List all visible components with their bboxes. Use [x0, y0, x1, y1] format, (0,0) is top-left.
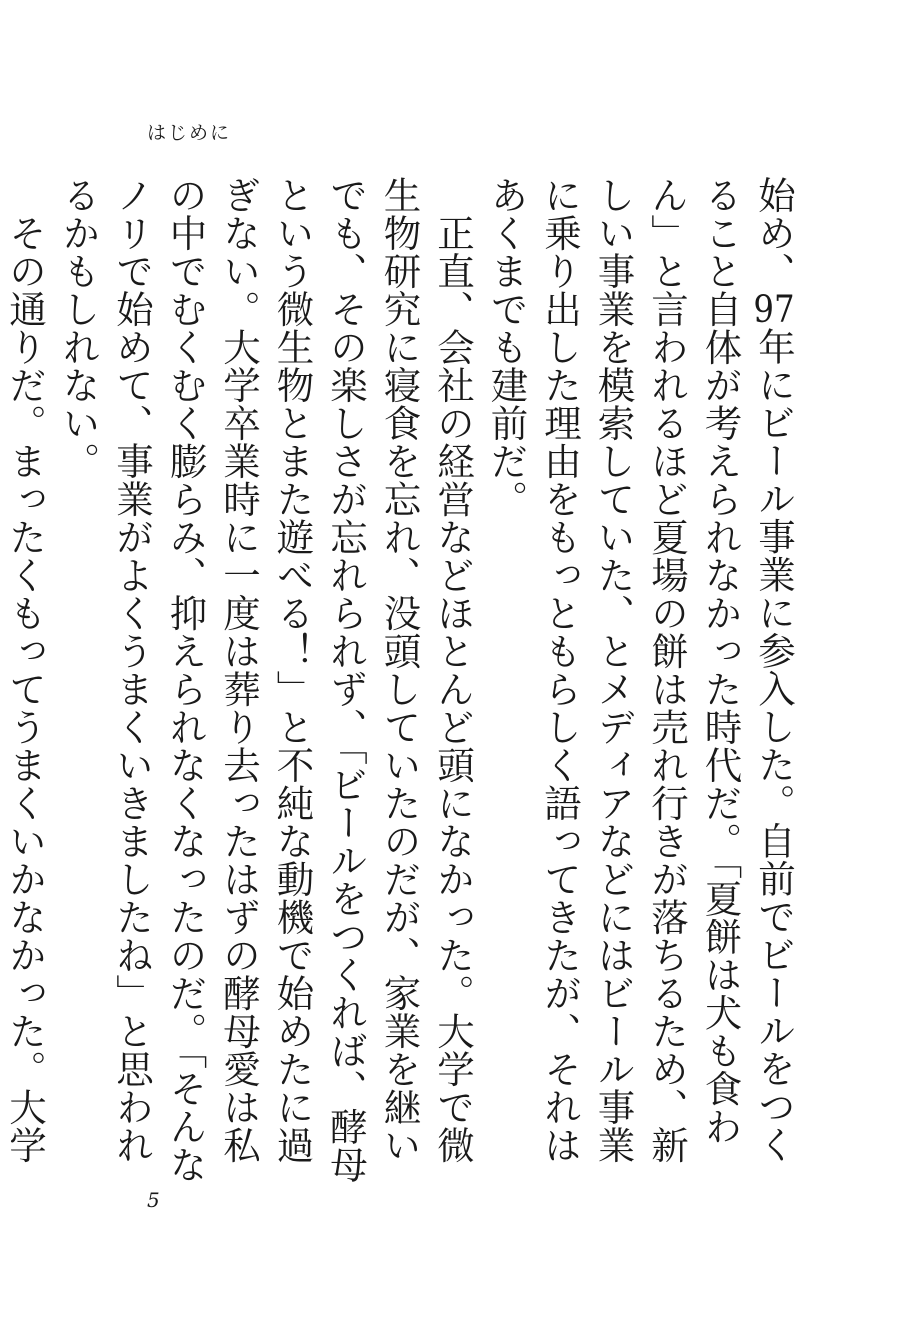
paragraph: その通りだ。まったくもってうまくいかなかった。大学: [3, 213, 47, 1164]
page-body: [3, 176, 800, 1186]
page-number: 5: [147, 1188, 160, 1212]
running-head: はじめに: [147, 122, 232, 144]
paragraph: 正直、会社の経営などほとんど頭になかった。大学で微生物研究に寝食を忘れ、没頭していたのだが、家業を継いでも、その楽しさが忘れられず、「ビールをつくれば、酵母という微生物とまた遊べる！」と不純な動機で始めたに過ぎない。大学卒業時に一度は葬り去ったはずの酵母愛は私の中でむくむく膨らみ、抑えられなくなったのだ。「そんなノリで始めて、事業がよくうまくいきましたね」と思われるかもしれない。: [56, 176, 475, 1184]
paragraph: 始め、97年にビール事業に参入した。自前でビールをつくること自体が考えられなかった時代だ。「夏餅は犬も食わん」と言われるほど夏場の餅は売れ行きが落ちるため、新しい事業を模索していた、とメディアなどにはビール事業に乗り出した理由をもっともらしく語ってきたが、それはあくまでも建前だ。: [484, 176, 796, 1164]
